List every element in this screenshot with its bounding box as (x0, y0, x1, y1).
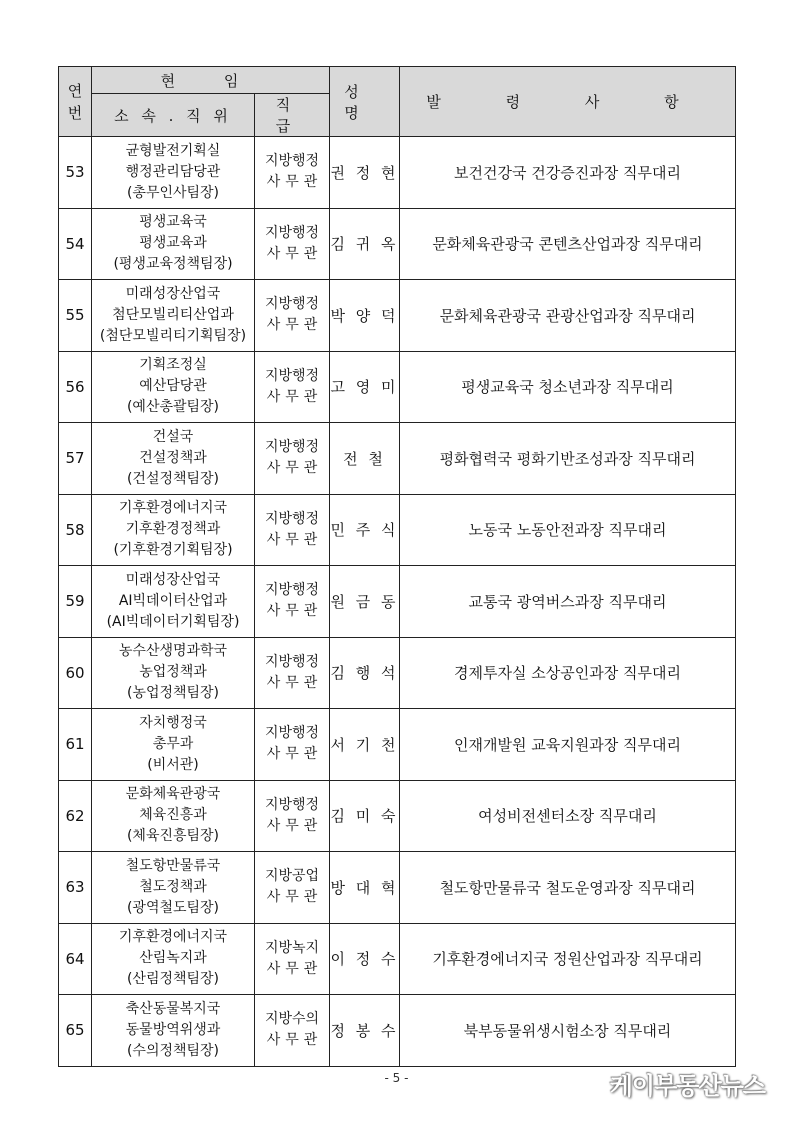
grade (255, 280, 330, 352)
serial-number: 55 (59, 280, 92, 352)
header-current-position: 현 임 (92, 67, 330, 94)
grade (255, 780, 330, 852)
table-row (59, 566, 736, 638)
department-line: 산림녹지과 (139, 950, 207, 967)
appointment-detail: 교통국 광역버스과장 직무대리 (400, 566, 736, 638)
appointment-detail: 경제투자실 소상공인과장 직무대리 (400, 637, 736, 709)
department-line: 철도항만물류국 (125, 857, 221, 874)
table-row (59, 137, 736, 209)
appointment-detail: 기후환경에너지국 정원산업과장 직무대리 (400, 923, 736, 995)
grade-line: 지방공업 (264, 868, 320, 885)
grade (255, 852, 330, 924)
grade-line: 지방녹지 (264, 939, 320, 956)
department-line: 기후환경에너지국 (118, 500, 228, 517)
serial-number: 64 (59, 923, 92, 995)
department-position (92, 351, 255, 423)
department-line: 농수산생명과학국 (118, 643, 228, 660)
department-line: (기후환경기획팀장) (113, 542, 233, 559)
serial-number: 65 (59, 995, 92, 1067)
grade-line: 지방수의 (264, 1011, 320, 1028)
appointment-detail: 보건건강국 건강증진과장 직무대리 (400, 137, 736, 209)
serial-number: 53 (59, 137, 92, 209)
department-position (92, 566, 255, 638)
grade-line: 사무관 (266, 1032, 323, 1049)
department-position (92, 852, 255, 924)
table-row (59, 280, 736, 352)
grade (255, 494, 330, 566)
table-header (59, 67, 736, 137)
table-row (59, 995, 736, 1067)
grade-line: 지방행정 (264, 153, 320, 170)
appointment-detail: 문화체육관광국 관광산업과장 직무대리 (400, 280, 736, 352)
grade-line: 사무관 (266, 460, 323, 477)
serial-number: 57 (59, 423, 92, 495)
department-line: AI빅데이터산업과 (118, 592, 228, 609)
table-row (59, 637, 736, 709)
grade-line: 사무관 (266, 317, 323, 334)
department-line: 문화체육관광국 (125, 786, 221, 803)
header-department-position: 소 속 . 직 위 (92, 94, 255, 137)
department-position (92, 780, 255, 852)
department-line: 총무과 (152, 735, 194, 752)
grade (255, 208, 330, 280)
appointment-detail: 평생교육국 청소년과장 직무대리 (400, 351, 736, 423)
grade (255, 709, 330, 781)
department-line: (체육진흥팀장) (126, 828, 220, 845)
table-row (59, 494, 736, 566)
serial-number: 63 (59, 852, 92, 924)
department-line: (AI빅데이터기획팀장) (106, 613, 240, 630)
table-row (59, 852, 736, 924)
person-name: 전 철 (330, 423, 400, 495)
grade-line: 지방행정 (264, 796, 320, 813)
serial-number: 61 (59, 709, 92, 781)
department-line: 예산담당관 (139, 378, 207, 395)
appointment-detail: 노동국 노동안전과장 직무대리 (400, 494, 736, 566)
department-position (92, 637, 255, 709)
appointment-detail: 인재개발원 교육지원과장 직무대리 (400, 709, 736, 781)
person-name: 서 기 천 (330, 709, 400, 781)
grade-line: 사무관 (266, 388, 323, 405)
grade (255, 995, 330, 1067)
serial-number: 56 (59, 351, 92, 423)
table-row (59, 208, 736, 280)
department-line: 축산동물복지국 (125, 1000, 221, 1017)
header-serial-number: 연 번 (59, 67, 92, 137)
table-row (59, 923, 736, 995)
department-line: 행정관리담당관 (125, 163, 221, 180)
table-row (59, 780, 736, 852)
table-body (59, 137, 736, 1067)
serial-number: 58 (59, 494, 92, 566)
department-position (92, 423, 255, 495)
grade-line: 사무관 (266, 603, 323, 620)
department-position (92, 995, 255, 1067)
department-line: 기후환경정책과 (125, 521, 221, 538)
page-number: - 5 - (384, 1071, 409, 1085)
person-name: 권 정 현 (330, 137, 400, 209)
department-position (92, 208, 255, 280)
table-row (59, 423, 736, 495)
grade-line: 사무관 (266, 960, 323, 977)
department-line: 미래성장산업국 (125, 285, 221, 302)
person-name: 박 양 덕 (330, 280, 400, 352)
department-position (92, 280, 255, 352)
header-appointment: 발 령 사 항 (400, 67, 736, 137)
department-line: (건설정책팀장) (126, 470, 220, 487)
publisher-watermark: 케이부동산뉴스 (609, 1072, 765, 1100)
department-line: 건설정책과 (139, 449, 207, 466)
grade-line: 지방행정 (264, 510, 320, 527)
person-name: 고 영 미 (330, 351, 400, 423)
grade-line: 사무관 (266, 817, 323, 834)
grade-line: 사무관 (266, 174, 323, 191)
grade-line: 지방행정 (264, 582, 320, 599)
department-line: (농업정책팀장) (126, 685, 220, 702)
serial-number: 60 (59, 637, 92, 709)
department-line: 기획조정실 (139, 357, 207, 374)
person-name: 이 정 수 (330, 923, 400, 995)
appointment-detail: 철도항만물류국 철도운영과장 직무대리 (400, 852, 736, 924)
department-line: 동물방역위생과 (125, 1021, 221, 1038)
department-line: (수의정책팀장) (126, 1042, 220, 1059)
personnel-table (58, 66, 736, 1067)
grade-line: 지방행정 (264, 439, 320, 456)
grade-line: 지방행정 (264, 725, 320, 742)
appointment-detail: 문화체육관광국 콘텐츠산업과장 직무대리 (400, 208, 736, 280)
department-line: 체육진흥과 (139, 807, 207, 824)
department-line: 자치행정국 (139, 714, 207, 731)
grade (255, 566, 330, 638)
serial-number: 62 (59, 780, 92, 852)
department-line: (비서관) (147, 756, 199, 773)
grade-line: 지방행정 (264, 367, 320, 384)
department-line: (광역철도팀장) (126, 899, 220, 916)
appointment-detail: 평화협력국 평화기반조성과장 직무대리 (400, 423, 736, 495)
department-line: 농업정책과 (139, 664, 207, 681)
grade-line: 사무관 (266, 889, 323, 906)
person-name: 김 귀 옥 (330, 208, 400, 280)
table-row (59, 709, 736, 781)
department-line: 미래성장산업국 (125, 571, 221, 588)
department-line: 건설국 (152, 428, 194, 445)
grade-line: 사무관 (266, 746, 323, 763)
department-position (92, 709, 255, 781)
serial-number: 59 (59, 566, 92, 638)
department-line: (예산총괄팀장) (126, 399, 220, 416)
department-line: 균형발전기획실 (125, 142, 221, 159)
department-line: 평생교육과 (139, 235, 207, 252)
department-line: 기후환경에너지국 (118, 929, 228, 946)
appointment-detail: 여성비전센터소장 직무대리 (400, 780, 736, 852)
grade-line: 지방행정 (264, 653, 320, 670)
header-grade: 직 급 (255, 94, 330, 137)
person-name: 김 행 석 (330, 637, 400, 709)
table-row (59, 351, 736, 423)
header-name: 성 명 (330, 67, 400, 137)
person-name: 원 금 동 (330, 566, 400, 638)
person-name: 김 미 숙 (330, 780, 400, 852)
grade (255, 637, 330, 709)
department-position (92, 494, 255, 566)
department-position (92, 137, 255, 209)
grade (255, 351, 330, 423)
grade (255, 137, 330, 209)
appointment-detail: 북부동물위생시험소장 직무대리 (400, 995, 736, 1067)
grade (255, 423, 330, 495)
department-line: 철도정책과 (139, 878, 207, 895)
grade-line: 지방행정 (264, 224, 320, 241)
grade-line: 사무관 (266, 674, 323, 691)
person-name: 정 봉 수 (330, 995, 400, 1067)
serial-number: 54 (59, 208, 92, 280)
grade-line: 사무관 (266, 245, 323, 262)
person-name: 민 주 식 (330, 494, 400, 566)
department-line: 첨단모빌리티산업과 (112, 306, 234, 323)
grade-line: 사무관 (266, 531, 323, 548)
grade (255, 923, 330, 995)
department-line: (평생교육정책팀장) (113, 256, 233, 273)
grade-line: 지방행정 (264, 296, 320, 313)
department-line: 평생교육국 (139, 214, 207, 231)
person-name: 방 대 혁 (330, 852, 400, 924)
department-position (92, 923, 255, 995)
department-line: (산림정책팀장) (126, 971, 220, 988)
department-line: (첨단모빌리티기획팀장) (99, 327, 247, 344)
department-line: (총무인사팀장) (126, 184, 220, 201)
